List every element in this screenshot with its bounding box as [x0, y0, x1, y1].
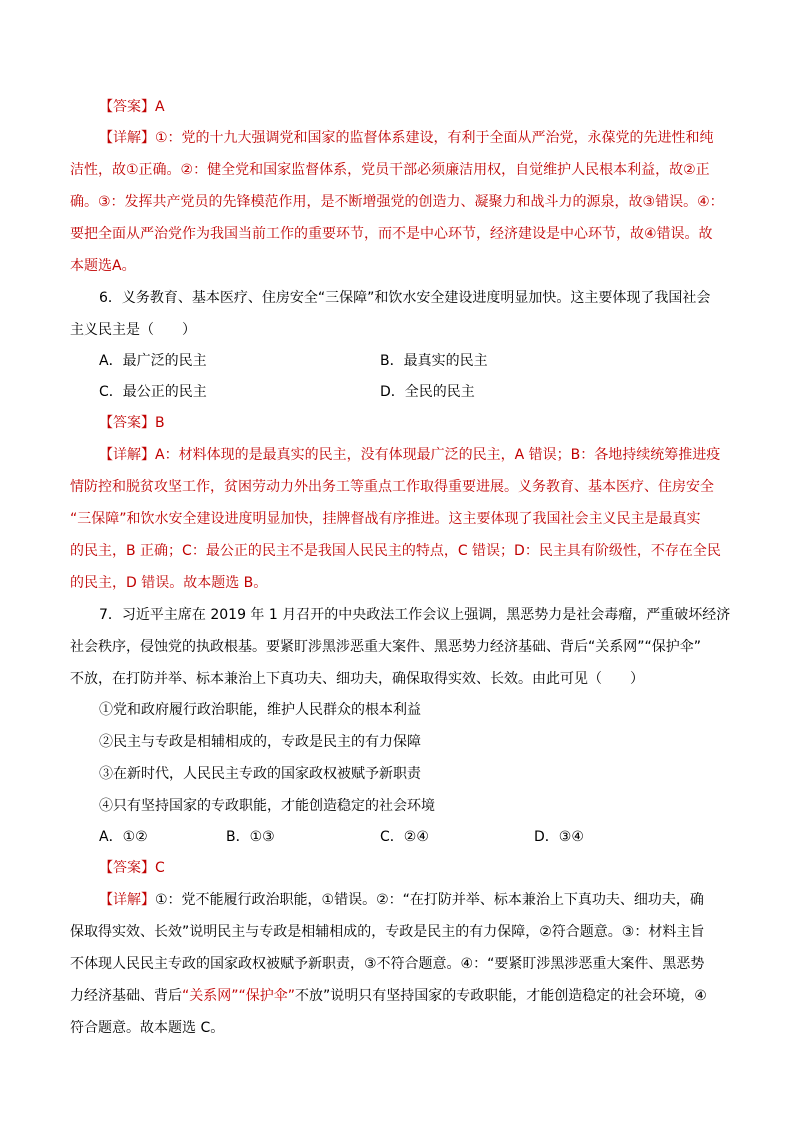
q5-detail-line: 洁性，故①正确。②：健全党和国家监督体系，党员干部必须廉洁用权，自觉维护人民根本利益，故②正	[70, 162, 710, 178]
q6-detail-line: 的民主，B 正确；C：最公正的民主不是我国人民民主的特点，C 错误；D：民主具有阶级性，不存在全民	[70, 543, 721, 559]
answer-value: C	[155, 860, 165, 876]
q7-option-b: B．①③	[226, 829, 275, 845]
q7-option-d: D．③④	[534, 829, 584, 845]
q6-stem-line: 6．义务教育、基本医疗、住房安全“三保障”和饮水安全建设进度明显加快。这主要体现了我国社会	[99, 290, 711, 306]
q6-answer-line	[99, 413, 165, 433]
q6-detail-line: “三保障”和饮水安全建设进度明显加快，挂牌督战有序推进。这主要体现了我国社会主义民主是最真实	[70, 511, 701, 527]
answer-tag: 【答案】	[99, 860, 155, 876]
q7-detail-line: 保取得实效、长效”说明民主与专政是相辅相成的，专政是民主的有力保障，②符合题意。③：材料主旨	[70, 924, 705, 940]
q6-option-c: C．最公正的民主	[99, 384, 207, 400]
q7-option-c: C．②④	[380, 829, 429, 845]
q6-option-b: B．最真实的民主	[380, 353, 488, 369]
q5-detail-line: 要把全面从严治党作为我国当前工作的重要环节，而不是中心环节，经济建设是中心环节，故④错误。故	[70, 226, 713, 242]
q7-statement: ②民主与专政是相辅相成的，专政是民主的有力保障	[99, 734, 421, 750]
detail-text: ①：党不能履行政治职能，①错误。②：“在打防并举、标本兼治上下真功夫、细功夫，确	[155, 892, 704, 908]
detail-text: 不放”说明只有坚持国家的专政职能，才能创造稳定的社会环境，④	[295, 988, 707, 1004]
q7-detail-line: 符合题意。故本题选 C。	[70, 1020, 225, 1036]
q6-option-d: D．全民的民主	[380, 384, 475, 400]
q7-stem-line: 社会秩序，侵蚀党的执政根基。要紧盯涉黑涉恶重大案件、黑恶势力经济基础、背后“关系网”“保护伞”	[70, 639, 702, 655]
q7-stem-line: 不放，在打防并举、标本兼治上下真功夫、细功夫，确保取得实效、长效。由此可见（ ）	[70, 671, 644, 687]
q5-detail-line: 本题选A。	[70, 258, 136, 274]
detail-text: ①：党的十九大强调党和国家的监督体系建设，有利于全面从严治党，永葆党的先进性和纯	[155, 130, 714, 146]
detail-text: 力经济基础、背后	[70, 988, 182, 1004]
q5-detail-line	[99, 128, 714, 148]
q6-stem-line: 主义民主是（ ）	[70, 322, 196, 338]
detail-text: A：材料体现的是最真实的民主，没有体现最广泛的民主，A 错误；B：各地持续统筹推进疫	[155, 447, 721, 463]
q7-answer-line	[99, 858, 165, 878]
q6-detail-line: 情防控和脱贫攻坚工作，贫困劳动力外出务工等重点工作取得重要进展。义务教育、基本医疗、住房安全	[70, 479, 714, 495]
q7-statement: ③在新时代，人民民主专政的国家政权被赋予新职责	[99, 766, 421, 782]
q7-statement: ④只有坚持国家的专政职能，才能创造稳定的社会环境	[99, 798, 435, 814]
q7-statement: ①党和政府履行政治职能，维护人民群众的根本利益	[99, 702, 421, 718]
q6-detail-line	[99, 445, 720, 465]
q6-detail-line: 的民主，D 错误。故本题选 B。	[70, 575, 268, 591]
answer-tag: 【答案】	[99, 415, 155, 431]
q6-option-a: A．最广泛的民主	[99, 353, 207, 369]
detail-highlight: “关系网”“保护伞”	[182, 988, 296, 1004]
answer-value: A	[155, 99, 165, 115]
q7-detail-line	[99, 890, 704, 910]
q7-detail-line	[70, 986, 707, 1006]
answer-tag: 【答案】	[99, 99, 155, 115]
q7-option-a: A．①②	[99, 829, 148, 845]
q7-detail-line: 不体现人民民主专政的国家政权被赋予新职责，③不符合题意。④：“要紧盯涉黑涉恶重大案件、黑恶势	[70, 956, 705, 972]
q5-detail-line: 确。③：发挥共产党员的先锋模范作用，是不断增强党的创造力、凝聚力和战斗力的源泉，故③错误。④：	[70, 194, 724, 210]
answer-value: B	[155, 415, 165, 431]
q7-stem-line: 7．习近平主席在 2019 年 1 月召开的中央政法工作会议上强调，黑恶势力是社会毒瘤，严重破坏经济	[99, 607, 731, 623]
detail-tag: 【详解】	[99, 892, 155, 908]
detail-tag: 【详解】	[99, 447, 155, 463]
q5-answer-line	[99, 97, 165, 117]
detail-tag: 【详解】	[99, 130, 155, 146]
